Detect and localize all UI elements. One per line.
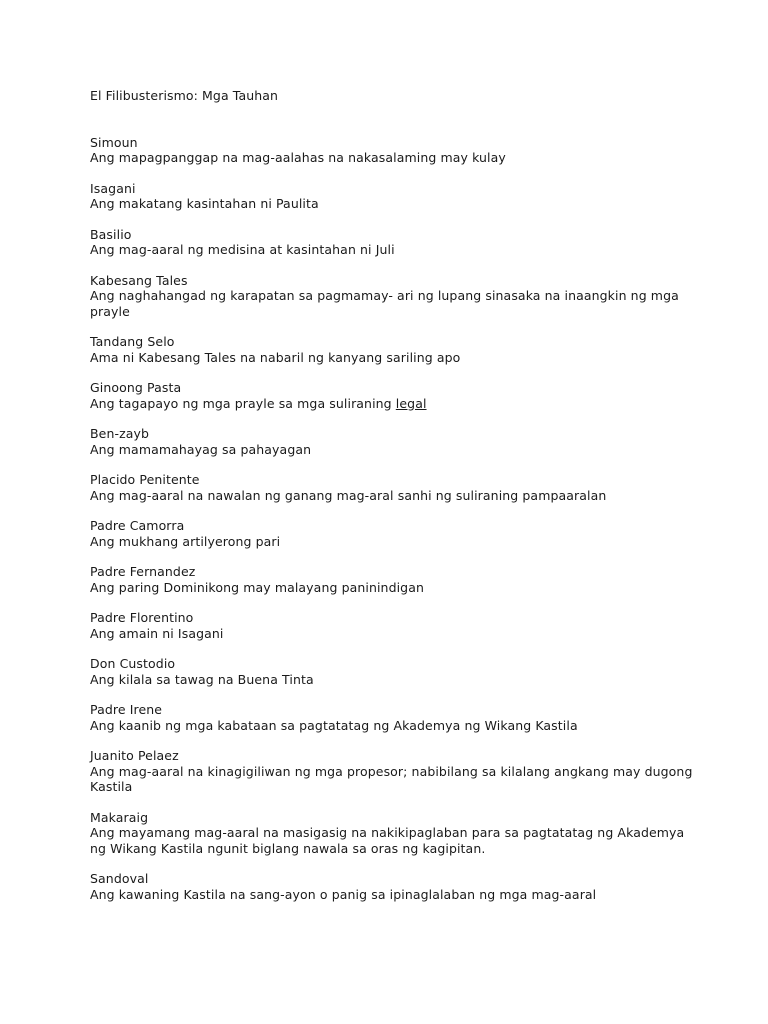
character-name: Simoun xyxy=(90,134,138,150)
character-entry xyxy=(90,610,700,641)
character-entry xyxy=(90,426,700,457)
character-description: Ang kawaning Kastila na sang-ayon o panig sa ipinaglalaban ng mga mag-aaral xyxy=(90,886,597,902)
character-entry xyxy=(90,181,700,212)
character-entry xyxy=(90,472,700,503)
character-description: Ang mag-aaral ng medisina at kasintahan ni Juli xyxy=(90,242,395,257)
character-name: Isagani xyxy=(90,180,136,196)
character-name: Basilio xyxy=(90,226,132,242)
character-description: Ang kilala sa tawag na Buena Tinta xyxy=(90,671,314,687)
character-description: Ang mag-aaral na nawalan ng ganang mag-aral sanhi ng suliraning pampaaralan xyxy=(90,487,607,503)
character-description: Ang makatang kasintahan ni Paulita xyxy=(90,196,319,211)
character-entry xyxy=(90,334,700,365)
character-name: Makaraig xyxy=(90,809,149,825)
character-name: Sandoval xyxy=(90,871,149,886)
character-name: Placido Penitente xyxy=(90,472,200,487)
character-name: Kabesang Tales xyxy=(90,272,188,288)
character-description: Ama ni Kabesang Tales na nabaril ng kanyang sariling apo xyxy=(90,349,461,365)
document-page xyxy=(90,88,700,917)
legal-link[interactable]: legal xyxy=(395,395,427,411)
character-entry xyxy=(90,518,700,549)
character-entry xyxy=(90,564,700,595)
character-entry xyxy=(90,135,700,166)
description-text: Ang tagapayo ng mga prayle sa mga suliraning xyxy=(90,395,396,411)
character-description: Ang mapagpanggap na mag-aalahas na nakasalaming may kulay xyxy=(90,150,506,165)
character-name: Padre Camorra xyxy=(90,518,185,533)
character-entry xyxy=(90,273,700,320)
document-title: El Filibusterismo: Mga Tauhan xyxy=(90,88,279,103)
character-name: Padre Florentino xyxy=(90,610,194,625)
character-name: Juanito Pelaez xyxy=(90,748,179,763)
character-name: Ginoong Pasta xyxy=(90,380,182,395)
character-entry xyxy=(90,810,700,857)
character-name: Tandang Selo xyxy=(90,334,175,349)
character-entry xyxy=(90,656,700,687)
character-entry xyxy=(90,227,700,258)
character-entry xyxy=(90,380,700,411)
character-entry xyxy=(90,702,700,733)
character-name: Padre Fernandez xyxy=(90,564,196,579)
character-description: Ang naghahangad ng karapatan sa pagmamay- ari ng lupang sinasaka na inaangkin ng mga prayle xyxy=(90,288,679,319)
character-entry xyxy=(90,748,700,795)
character-description: Ang mag-aaral na kinagigiliwan ng mga propesor; nabibilang sa kilalang angkang may dugong Kastila xyxy=(90,763,693,794)
character-description: Ang mayamang mag-aaral na masigasig na nakikipaglaban para sa pagtatatag ng Akademya ng Wikang Kastila ngunit biglang nawala sa oras ng kagipitan. xyxy=(90,825,685,856)
character-name: Don Custodio xyxy=(90,656,176,671)
character-description: Ang mamamahayag sa pahayagan xyxy=(90,441,312,457)
character-description: Ang amain ni Isagani xyxy=(90,625,224,641)
character-entry xyxy=(90,871,700,902)
character-name: Padre Irene xyxy=(90,702,163,717)
character-description: Ang kaanib ng mga kabataan sa pagtatatag ng Akademya ng Wikang Kastila xyxy=(90,717,578,733)
character-name: Ben-zayb xyxy=(90,426,150,441)
character-description xyxy=(90,396,700,412)
character-description: Ang paring Dominikong may malayang paninindigan xyxy=(90,579,425,595)
character-description: Ang mukhang artilyerong pari xyxy=(90,533,281,549)
